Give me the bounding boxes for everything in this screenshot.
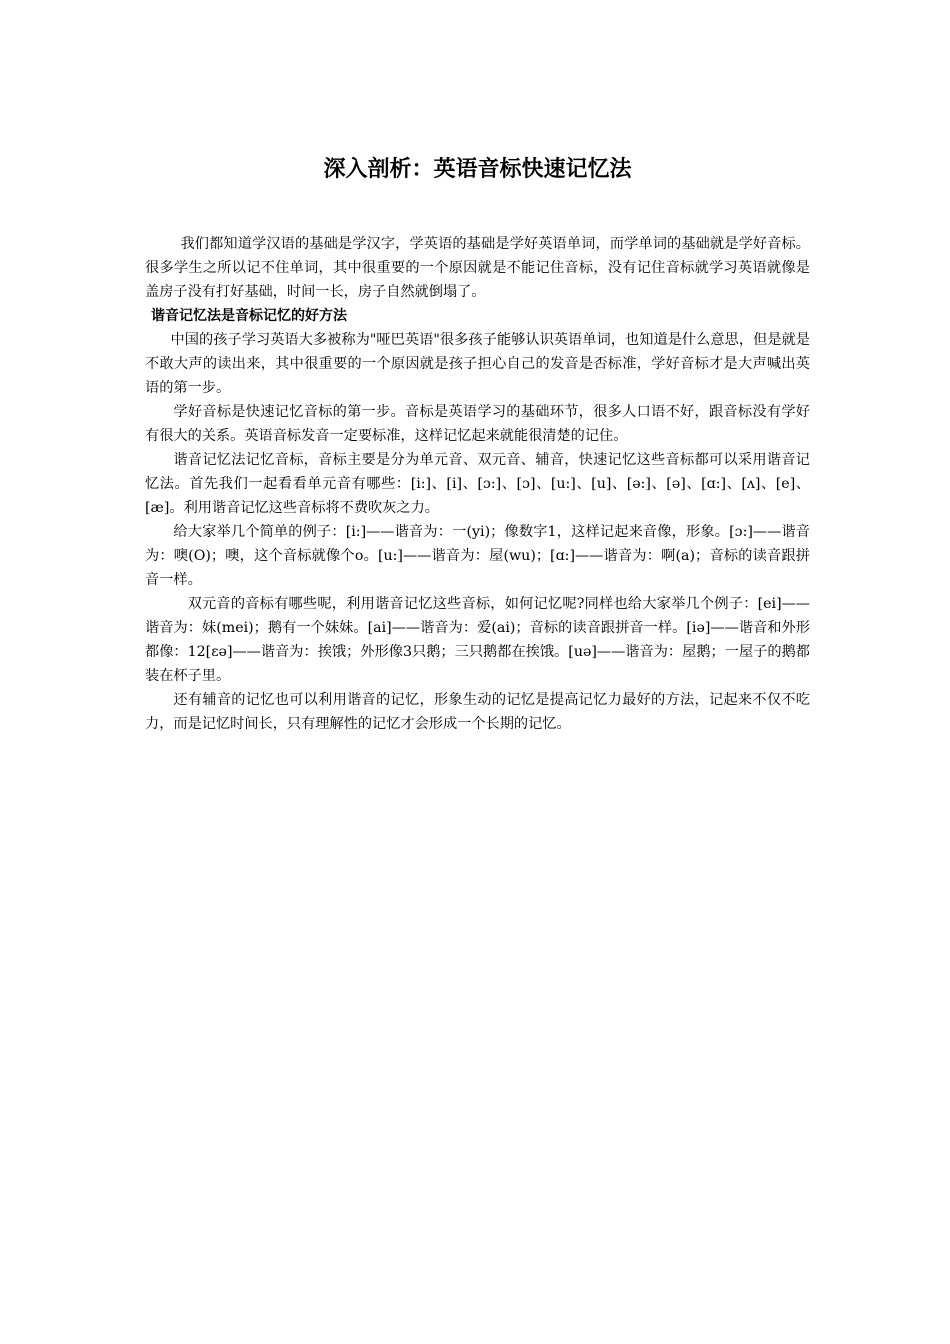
body-paragraph: 还有辅音的记忆也可以利用谐音的记忆，形象生动的记忆是提高记忆力最好的方法，记起来不仅不吃力，而是记忆时间长，只有理解性的记忆才会形成一个长期的记忆。: [145, 692, 810, 732]
body-paragraph: 学好音标是快速记忆音标的第一步。音标是英语学习的基础环节，很多人口语不好，跟音标没有学好有很大的关系。英语音标发音一定要标准，这样记忆起来就能很清楚的记住。: [145, 404, 810, 444]
body-paragraph: 中国的孩子学习英语大多被称为"哑巴英语"很多孩子能够认识英语单词，也知道是什么意思，但是就是不敢大声的读出来，其中很重要的一个原因就是孩子担心自己的发音是否标准，学好音标才是大声喊出英语的第一步。: [145, 332, 810, 396]
document-page: [145, 150, 810, 736]
body-paragraph: 双元音的音标有哪些呢，利用谐音记忆这些音标，如何记忆呢?同样也给大家举几个例子：[ei]——谐音为：妹(mei)；鹅有一个妹妹。[ai]——谐音为：爱(ai)；音标的读音跟拼音一样。[iə]——谐音和外形都像：12[ɛə]——谐音为：挨饿；外形像3只鹅；三只鹅都在挨饿。[uə]——谐音为：屋鹅；一屋子的鹅都装在杯子里。: [145, 596, 810, 684]
section-subheading: 谐音记忆法是音标记忆的好方法: [151, 308, 347, 324]
intro-paragraph: 我们都知道学汉语的基础是学汉字，学英语的基础是学好英语单词，而学单词的基础就是学好音标。很多学生之所以记不住单词，其中很重要的一个原因就是不能记住音标，没有记住音标就学习英语就像是盖房子没有打好基础，时间一长，房子自然就倒塌了。: [145, 236, 810, 300]
body-paragraph: 谐音记忆法记忆音标，音标主要是分为单元音、双元音、辅音，快速记忆这些音标都可以采用谐音记忆法。首先我们一起看看单元音有哪些：[i:]、[i]、[ɔ:]、[ɔ]、[u:]、[u]、[ə:]、[ə]、[ɑ:]、[ʌ]、[e]、[æ]。利用谐音记忆这些音标将不费吹灰之力。: [145, 452, 810, 516]
document-title: 深入剖析：英语音标快速记忆法: [323, 157, 632, 182]
body-paragraph: 给大家举几个简单的例子：[i:]——谐音为：一(yi)；像数字1，这样记起来音像，形象。[ɔ:]——谐音为：噢(O)；噢，这个音标就像个o。[u:]——谐音为：屋(wu)；[ɑ:]——谐音为：啊(a)；音标的读音跟拼音一样。: [145, 524, 810, 588]
